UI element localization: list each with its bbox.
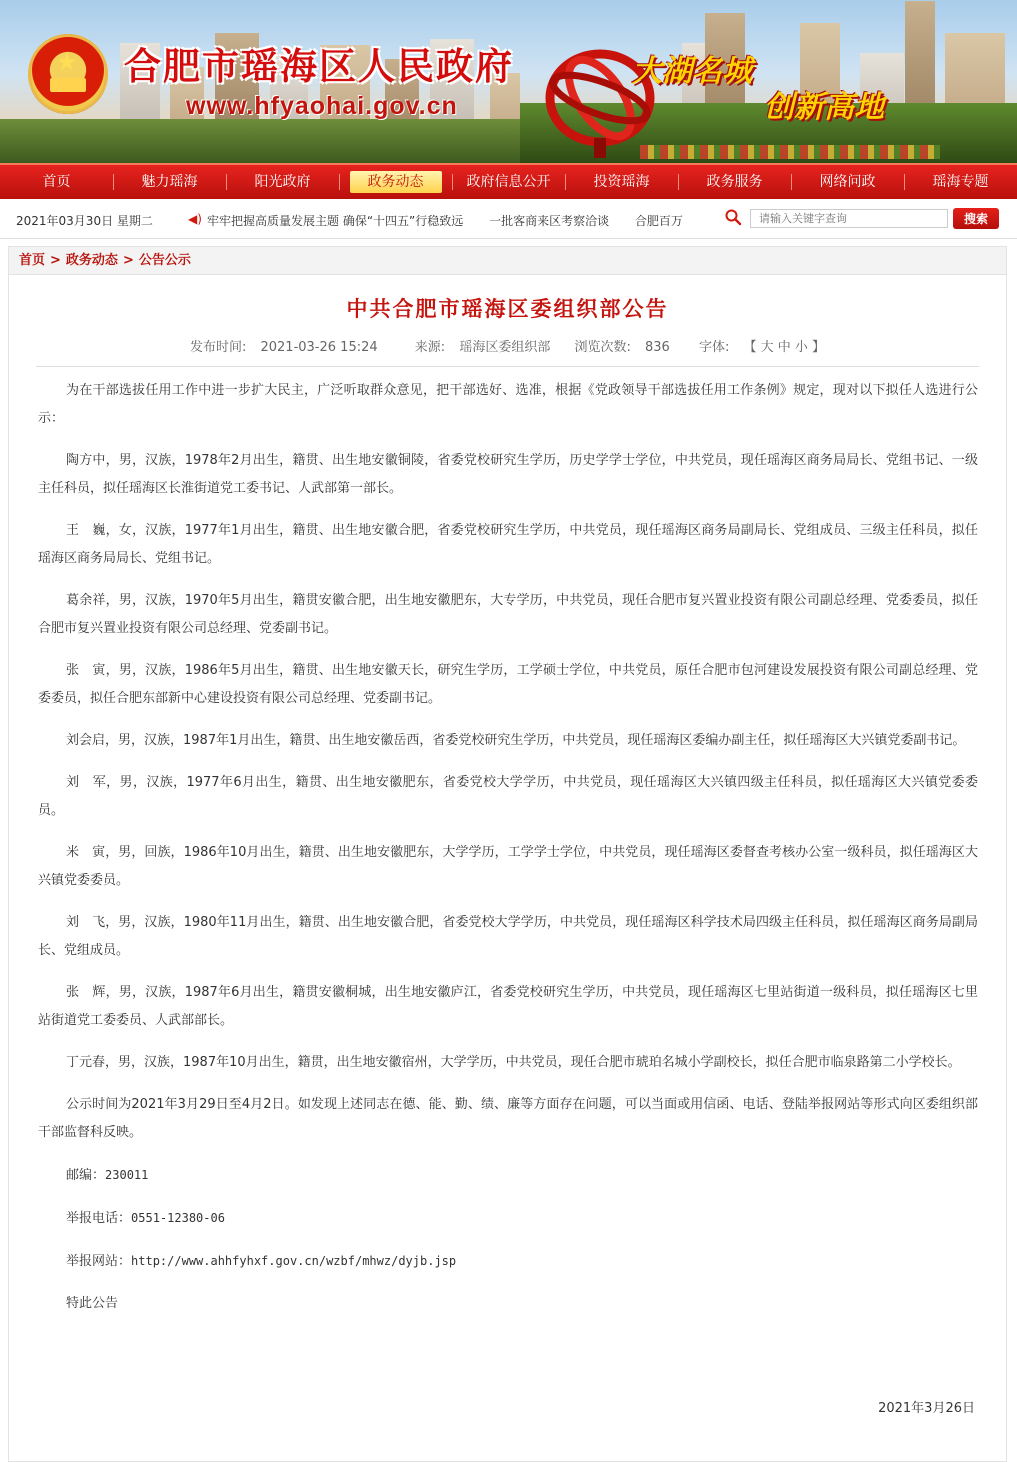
breadcrumb-notices[interactable]: 公告公示 [138, 253, 191, 268]
site-url: www.hfyaohai.gov.cn [186, 92, 458, 120]
source-label: 来源: [414, 340, 446, 355]
website-label: 举报网站： [66, 1254, 132, 1269]
views-label: 浏览次数: [574, 340, 631, 355]
article-paragraph: 陶方中，男，汉族，1978年2月出生，籍贯、出生地安徽铜陵，省委党校研究生学历，历史学学士学位，中共党员，现任瑶海区商务局局长、党组书记、一级主任科员，拟任瑶海区长淮街道党工委书记、人武部第一部长。 [38, 453, 978, 496]
nav-item-topics[interactable]: 瑶海专题 [904, 164, 1017, 200]
info-bar [0, 199, 1017, 239]
ticker-item[interactable]: 一批客商来区考察洽谈 [489, 214, 610, 228]
article-paragraph: 丁元春，男，汉族，1987年10月出生，籍贯，出生地安徽宿州，大学学历，中共党员，现任合肥市琥珀名城小学副校长，拟任合肥市临泉路第二小学校长。 [66, 1055, 961, 1070]
breadcrumb-gov-news[interactable]: 政务动态 [65, 253, 118, 268]
article-container [8, 246, 1007, 1462]
title-divider [36, 366, 979, 367]
report-phone: 0551-12380-06 [131, 1211, 225, 1225]
postcode: 230011 [105, 1168, 149, 1182]
publish-time-label: 发布时间: [189, 340, 247, 355]
phone-line [38, 1204, 978, 1233]
national-emblem-icon: ★ [28, 34, 108, 114]
ticker-item[interactable]: 牢牢把握高质量发展主题 确保“十四五”行稳致远 [207, 214, 464, 228]
signature-date: 2021年3月26日 [878, 1401, 975, 1416]
article-title: 中共合肥市瑶海区委组织部公告 [346, 297, 669, 321]
news-ticker [207, 212, 690, 229]
search-button[interactable]: 搜索 [953, 208, 999, 229]
nav-item-sunshine-gov[interactable]: 阳光政府 [226, 164, 339, 200]
article-paragraph: 米 寅，男，回族，1986年10月出生，籍贯、出生地安徽肥东，大学学历，工学学士学位，中共党员，现任瑶海区委督查考核办公室一级科员，拟任瑶海区大兴镇党委委员。 [38, 845, 978, 888]
main-nav [0, 163, 1017, 199]
article-source: 瑶海区委组织部 [459, 340, 551, 355]
site-title: 合肥市瑶海区人民政府 [124, 44, 514, 88]
nav-item-home[interactable]: 首页 [42, 174, 71, 190]
article-paragraph: 刘 军，男，汉族，1977年6月出生，籍贯、出生地安徽肥东，省委党校大学学历，中共党员，现任瑶海区大兴镇四级主任科员，拟任瑶海区大兴镇党委委员。 [38, 775, 978, 818]
ticker-item[interactable]: 合肥百万 [634, 214, 683, 228]
report-website: http://www.ahhfyhxf.gov.cn/wzbf/mhwz/dyjb.jsp [131, 1254, 457, 1268]
postcode-label: 邮编： [66, 1168, 106, 1183]
breadcrumb-home[interactable]: 首页 [19, 253, 46, 268]
postcode-line [38, 1161, 978, 1190]
article-meta [9, 336, 1006, 355]
nav-item-charm[interactable]: 魅力瑶海 [113, 164, 226, 200]
search-input[interactable] [750, 209, 948, 228]
publish-time: 2021-03-26 15:24 [260, 340, 378, 355]
article-paragraph: 张 辉，男，汉族，1987年6月出生，籍贯安徽桐城，出生地安徽庐江，省委党校研究生学历，中共党员，现任瑶海区七里站街道一级科员，拟任瑶海区七里站街道党工委委员、人武部部长。 [38, 985, 978, 1028]
font-size-switcher[interactable]: 【 大 中 小 】 [743, 340, 826, 355]
slogan-primary: 大湖名城 [632, 54, 752, 89]
nav-item-online-inquiry[interactable]: 网络问政 [791, 164, 904, 200]
article-paragraph: 王 巍，女，汉族，1977年1月出生，籍贯、出生地安徽合肥，省委党校研究生学历，中共党员，现任瑶海区商务局副局长、党组成员、三级主任科员，拟任瑶海区商务局局长、党组书记。 [38, 523, 978, 566]
phone-label: 举报电话： [66, 1211, 132, 1226]
view-count: 836 [645, 340, 670, 355]
nav-item-info-disclosure[interactable]: 政府信息公开 [452, 164, 565, 200]
nav-item-gov-news[interactable]: 政务动态 [339, 164, 452, 200]
slogan-secondary: 创新高地 [764, 90, 884, 125]
article-paragraph: 公示时间为2021年3月29日至4月2日。如发现上述同志在德、能、勤、绩、廉等方面存在问题，可以当面或用信函、电话、登陆举报网站等形式向区委组织部干部监督科反映。 [38, 1097, 978, 1140]
article-paragraph: 张 寅，男，汉族，1986年5月出生，籍贯、出生地安徽天长，研究生学历，工学硕士学位，中共党员，原任合肥市包河建设发展投资有限公司副总经理、党委委员，拟任合肥东部新中心建设投资有限公司总经理、党委副书记。 [38, 663, 978, 706]
website-line [38, 1247, 978, 1276]
breadcrumb: 首页 > 政务动态 > 公告公示 [9, 247, 1006, 275]
article-paragraph: 刘会启，男，汉族，1987年1月出生，籍贯、出生地安徽岳西，省委党校研究生学历，中共党员，现任瑶海区委编办副主任，拟任瑶海区大兴镇党委副书记。 [66, 733, 966, 748]
nav-item-investment[interactable]: 投资瑶海 [565, 164, 678, 200]
article-paragraph: 为在干部选拔任用工作中进一步扩大民主，广泛听取群众意见，把干部选好、选准，根据《党政领导干部选拔任用工作条例》规定，现对以下拟任人选进行公示： [38, 383, 978, 426]
article-paragraph: 葛余祥，男，汉族，1970年5月出生，籍贯安徽合肥，出生地安徽肥东，大专学历，中共党员，现任合肥市复兴置业投资有限公司副总经理、党委委员，拟任合肥市复兴置业投资有限公司总经理、党委副书记。 [38, 593, 978, 636]
closing-line: 特此公告 [66, 1296, 119, 1311]
article-paragraph: 刘 飞，男，汉族，1980年11月出生，籍贯、出生地安徽合肥，省委党校大学学历，中共党员，现任瑶海区科学技术局四级主任科员，拟任瑶海区商务局副局长、党组成员。 [38, 915, 978, 958]
font-size-label: 字体: [698, 340, 730, 355]
nav-item-gov-service[interactable]: 政务服务 [678, 164, 791, 200]
search-icon [724, 208, 742, 226]
speaker-icon: ◀) [188, 212, 202, 226]
current-date: 2021年03月30日 星期二 [16, 214, 153, 228]
article-body [38, 377, 978, 1332]
site-banner [0, 0, 1017, 163]
